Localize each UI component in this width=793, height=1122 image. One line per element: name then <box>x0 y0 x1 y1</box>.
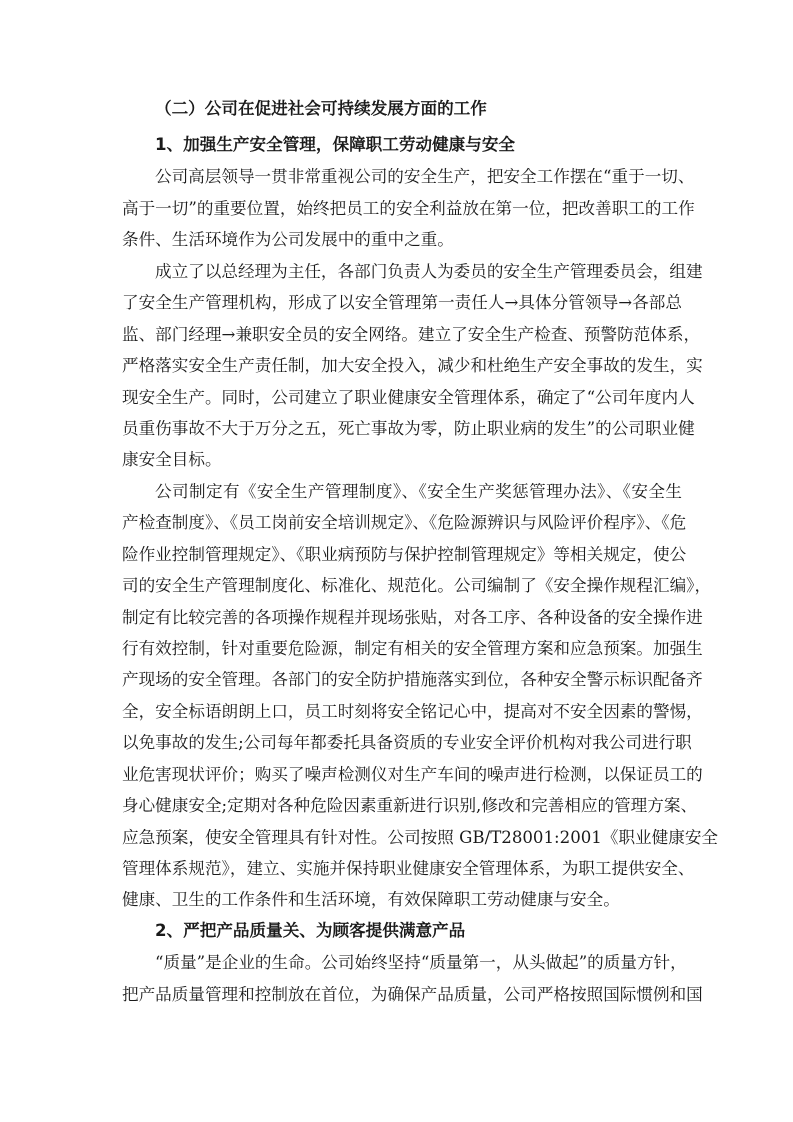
para2-line: 员重伤事故不大于万分之五，死亡事故为零，防止职业病的发生”的公司职业健 <box>122 419 695 438</box>
para3-line: 业危害现状评价；购买了噪声检测仪对生产车间的噪声进行检测，以保证员工的 <box>122 765 703 784</box>
para1-line: 公司高层领导一贯非常重视公司的安全生产，把安全工作摆在“重于一切、 <box>155 167 695 186</box>
para3-line: 管理体系规范》，建立、实施并保持职业健康安全管理体系，为职工提供安全、 <box>122 859 695 878</box>
para2-line: 现安全生产。同时，公司建立了职业健康安全管理体系，确定了“公司年度内人 <box>122 388 695 407</box>
para3-line: 产检查制度》、《员工岗前安全培训规定》、《危险源辨识与风险评价程序》、《危 <box>122 513 687 532</box>
para4-line: “质量”是企业的生命。公司始终坚持“质量第一，从头做起”的质量方针， <box>155 953 687 972</box>
section-heading: （二）公司在促进社会可持续发展方面的工作 <box>155 99 487 118</box>
para3-line: 以免事故的发生;公司每年都委托具备资质的专业安全评价机构对我公司进行职 <box>122 733 692 752</box>
para3-line: 健康、卫生的工作条件和生活环境，有效保障职工劳动健康与安全。 <box>122 890 620 909</box>
para3-line: 险作业控制管理规定》、《职业病预防与保护控制管理规定》等相关规定，使公 <box>122 545 687 564</box>
para1-line: 高于一切”的重要位置，始终把员工的安全利益放在第一位，把改善职工的工作 <box>122 199 695 218</box>
para2-line: 康安全目标。 <box>122 450 222 469</box>
para2-line: 严格落实安全生产责任制，加大安全投入，减少和杜绝生产安全事故的发生，实 <box>122 356 703 375</box>
subsection-heading-safety: 1、加强生产安全管理，保障职工劳动健康与安全 <box>155 135 516 154</box>
para3-line: 全，安全标语朗朗上口，员工时刻将安全铭记心中，提高对不安全因素的警惕， <box>122 702 703 721</box>
para3-line: 应急预案，使安全管理具有针对性。公司按照 GB/T28001:2001《职业健康安全 <box>122 828 719 847</box>
subsection-heading-quality: 2、严把产品质量关、为顾客提供满意产品 <box>155 921 466 940</box>
para3-line: 制定有比较完善的各项操作规程并现场张贴，对各工序、各种设备的安全操作进 <box>122 608 703 627</box>
para2-line: 了安全生产管理机构，形成了以安全管理第一责任人→具体分管领导→各部总 <box>122 293 682 312</box>
para2-line: 成立了以总经理为主任，各部门负责人为委员的安全生产管理委员会，组建 <box>155 262 703 281</box>
para2-line: 监、部门经理→兼职安全员的安全网络。建立了安全生产检查、预警防范体系， <box>122 325 701 344</box>
para1-line: 条件、生活环境作为公司发展中的重中之重。 <box>122 230 454 249</box>
para3-line: 身心健康安全;定期对各种危险因素重新进行识别,修改和完善相应的管理方案、 <box>122 796 698 815</box>
para3-line: 行有效控制，针对重要危险源，制定有相关的安全管理方案和应急预案。加强生 <box>122 639 703 658</box>
para3-line: 司的安全生产管理制度化、标准化、规范化。公司编制了《安全操作规程汇编》， <box>122 576 712 595</box>
para3-line: 公司制定有《安全生产管理制度》、《安全生产奖惩管理办法》、《安全生 <box>155 482 682 501</box>
para3-line: 产现场的安全管理。各部门的安全防护措施落实到位，各种安全警示标识配备齐 <box>122 670 703 689</box>
para4-line: 把产品质量管理和控制放在首位，为确保产品质量，公司严格按照国际惯例和国 <box>122 985 703 1004</box>
